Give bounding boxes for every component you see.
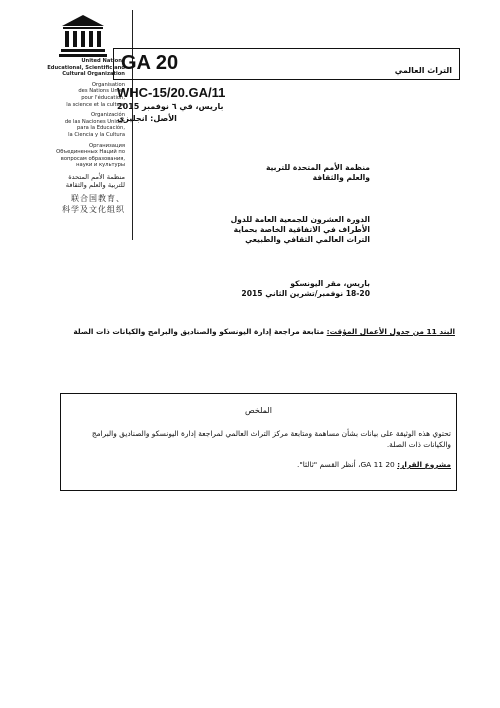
org-name-line: науки и культуры (76, 162, 125, 169)
org-names-fr (40, 82, 125, 108)
org-name-line: Организация (88, 142, 125, 149)
org-name-line: para la Educación, (77, 125, 125, 132)
org-name-line: Organización (91, 112, 125, 119)
title-line: والعلم والثقافة (312, 173, 370, 182)
document-date: باريس، في ٦ نوفمبر 2015 (117, 102, 224, 111)
org-name-line: Educational, Scientific and (47, 64, 125, 71)
org-name-line: 联合国教育、 (71, 193, 125, 203)
draft-decision-label: مشروع القرار: (397, 460, 451, 469)
org-names-ru (40, 143, 125, 169)
draft-decision-code: GA 11 20، (358, 460, 398, 469)
org-names-zh (40, 193, 125, 215)
location-line: 18-20 نوفمبر/تشرين الثاني 2015 (241, 289, 370, 298)
unesco-logo (58, 14, 108, 62)
org-name-line: United Nations (81, 58, 125, 64)
summary-body: تحتوي هذه الوثيقة على بيانات بشأن مساهمة ومتابعة مركز التراث العالمي لمراجعة إدارة اليونسكو والصناديق والبرامج والكيانات ذات الصلة. (91, 429, 451, 449)
draft-decision-text: أنظر القسم "ثالثا". (297, 460, 359, 469)
organization-names (40, 58, 125, 219)
org-name-line: Объединенных Наций по (56, 149, 125, 156)
session-code: GA 20 (121, 52, 179, 74)
agenda-item-text: متابعة مراجعة إدارة اليونسكو والصناديق والبرامج والكيانات ذات الصلة (73, 327, 327, 336)
location-line: باريس، مقر اليونسكو (290, 279, 370, 288)
agenda-item-label: البند 11 من جدول الأعمال المؤقت: (326, 327, 455, 336)
org-name-line: pour l'éducation, (81, 94, 125, 101)
title-line: الدورة العشرون للجمعية العامة للدول (230, 215, 370, 224)
org-name-line: des Nations Unies (78, 88, 125, 95)
org-names-es (40, 112, 125, 138)
summary-title: الملخص (245, 406, 272, 415)
draft-decision (66, 460, 451, 469)
title-line: التراث العالمي الثقافي والطبيعي (245, 235, 370, 244)
org-name-line: вопросам образования, (60, 155, 125, 162)
title-line: منظمة الأمم المتحدة للتربية (265, 163, 370, 172)
org-name-line: la Ciencia y la Cultura (68, 131, 125, 138)
org-name-line: للتربية والعلم والثقافة (65, 180, 125, 189)
summary-box (60, 393, 457, 491)
original-language: الأصل: انجليزي (117, 114, 177, 123)
org-name-line: de las Naciones Unidas (64, 118, 125, 125)
header-subject: التراث العالمي (394, 66, 452, 75)
vertical-divider (132, 10, 133, 240)
meeting-location (220, 279, 370, 299)
organization-title (220, 163, 370, 183)
org-name-line: 科学及文化组织 (62, 204, 125, 214)
assembly-title (220, 215, 370, 245)
org-name-line: Organisation (91, 81, 125, 88)
org-name-line: Cultural Organization (62, 71, 125, 78)
org-names-ar (40, 173, 125, 189)
agenda-item (60, 327, 455, 337)
title-line: الأطراف في الاتفاقية الخاصة بحماية (233, 225, 370, 234)
org-name-line: la science et la culture (66, 101, 125, 108)
org-name-line: منظمة الأمم المتحدة (68, 172, 125, 181)
document-reference: WHC-15/20.GA/11 (117, 85, 226, 100)
